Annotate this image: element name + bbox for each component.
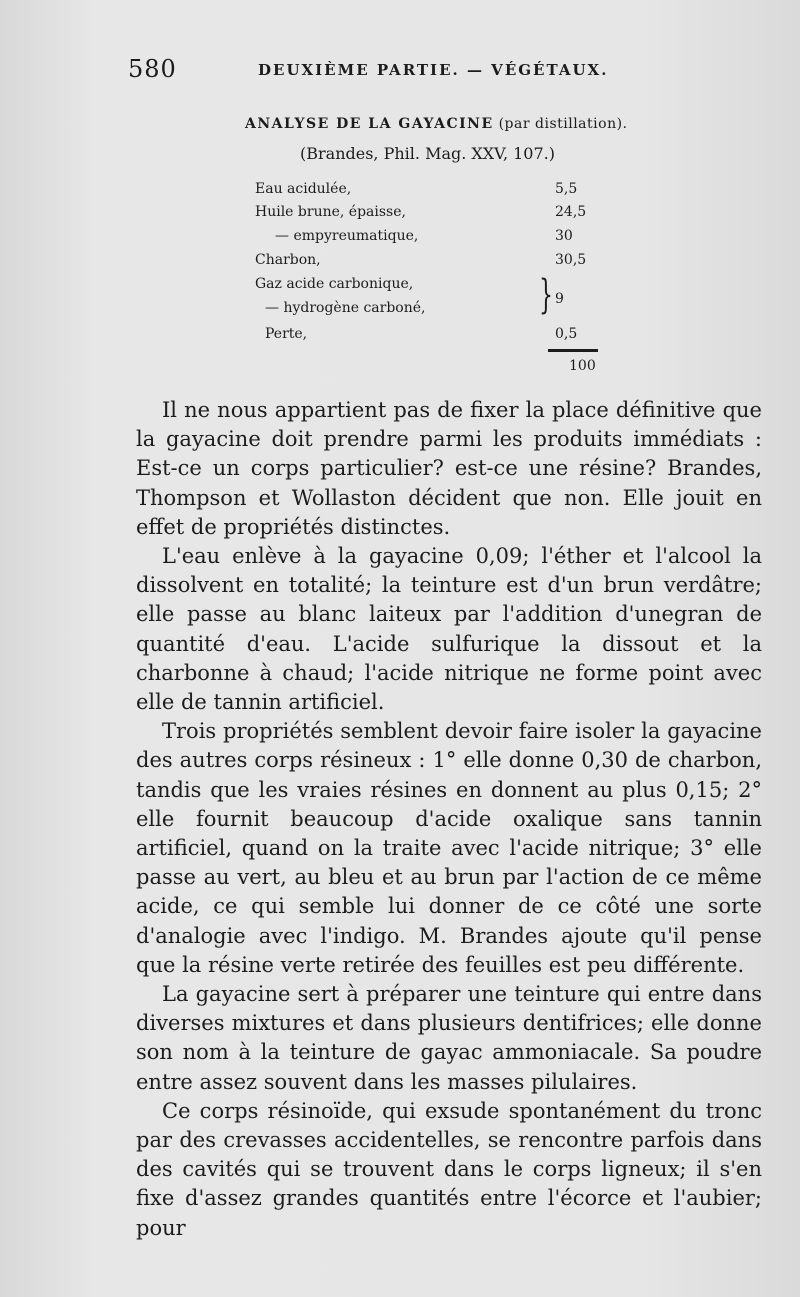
row-label: Huile brune, épaisse, [255,204,406,220]
paragraph: Il ne nous appartient pas de fixer la place définitive que la gayacine doit prendre parmi les produits immédiats : Est-ce un corps particulier? est-ce une résine? Brandes, Thompson et Wollaston décident que non. Elle jouit en effet de propriétés distinctes. [136,398,762,539]
analysis-title [245,116,628,132]
table-row [255,300,615,322]
paragraph: L'eau enlève à la gayacine 0,09; l'éther et l'alcool la dissolvent en totalité; la teinture est d'un brun verdâtre; elle passe au blanc laiteux par l'addition d'unegran de quantité d'eau. L'acide sulfurique la dissout et la charbonne à chaud; l'acide nitrique ne forme point avec elle de tannin artificiel. [136,544,762,715]
row-label: Perte, [265,326,308,342]
paragraph: La gayacine sert à préparer une teinture qui entre dans diverses mixtures et dans plusieurs dentifrices; elle donne son nom à la teinture de gayac ammoniacale. Sa poudre entre assez souvent dans les masses pilulaires. [136,982,762,1094]
total-value: 100 [569,358,596,374]
analysis-title-rest: (par distillation). [493,116,628,132]
running-head [128,55,628,85]
row-label: — empyreumatique, [275,228,419,244]
table-row [255,252,615,274]
table-row [255,326,615,348]
running-title: DEUXIÈME PARTIE. — VÉGÉTAUX. [258,61,609,79]
table-row [255,204,615,226]
row-label: Gaz acide carbonique, [255,276,414,292]
page-number: 580 [128,55,177,83]
row-value: 24,5 [555,204,587,220]
row-value: 30,5 [555,252,587,268]
row-value: 5,5 [555,181,578,197]
analysis-source: (Brandes, Phil. Mag. XXV, 107.) [300,144,555,163]
paragraph: Trois propriétés semblent devoir faire isoler la gayacine des autres corps résineux : 1° elle donne 0,30 de charbon, tandis que les vraies résines en donnent au plus 0,15; 2° elle fournit beaucoup d'acide oxalique sans tannin artificiel, quand on la traite avec l'acide nitrique; 3° elle passe au vert, au bleu et au brun par l'action de ce même acide, ce qui semble lui donner de ce côté une sorte d'analogie avec l'indigo. M. Brandes ajoute qu'il pense que la résine verte retirée des feuilles est peu différente. [136,719,762,977]
brace-glyph: } [539,272,553,318]
table-row [255,228,615,250]
table-row [255,181,615,203]
row-value: 9 [555,291,564,307]
row-label: Charbon, [255,252,321,268]
row-label: — hydrogène carboné, [265,300,426,316]
row-label: Eau acidulée, [255,181,352,197]
body-text [136,396,762,1243]
analysis-title-caps: ANALYSE DE LA GAYACINE [245,116,494,132]
row-value: 0,5 [555,326,578,342]
total-rule [548,349,598,352]
row-value: 30 [555,228,573,244]
paragraph: Ce corps résinoïde, qui exsude spontanément du tronc par des crevasses accidentelles, se rencontre parfois dans des cavités qui se trouvent dans le corps ligneux; il s'en fixe d'assez grandes quantités entre l'écorce et l'aubier; pour [136,1098,762,1240]
